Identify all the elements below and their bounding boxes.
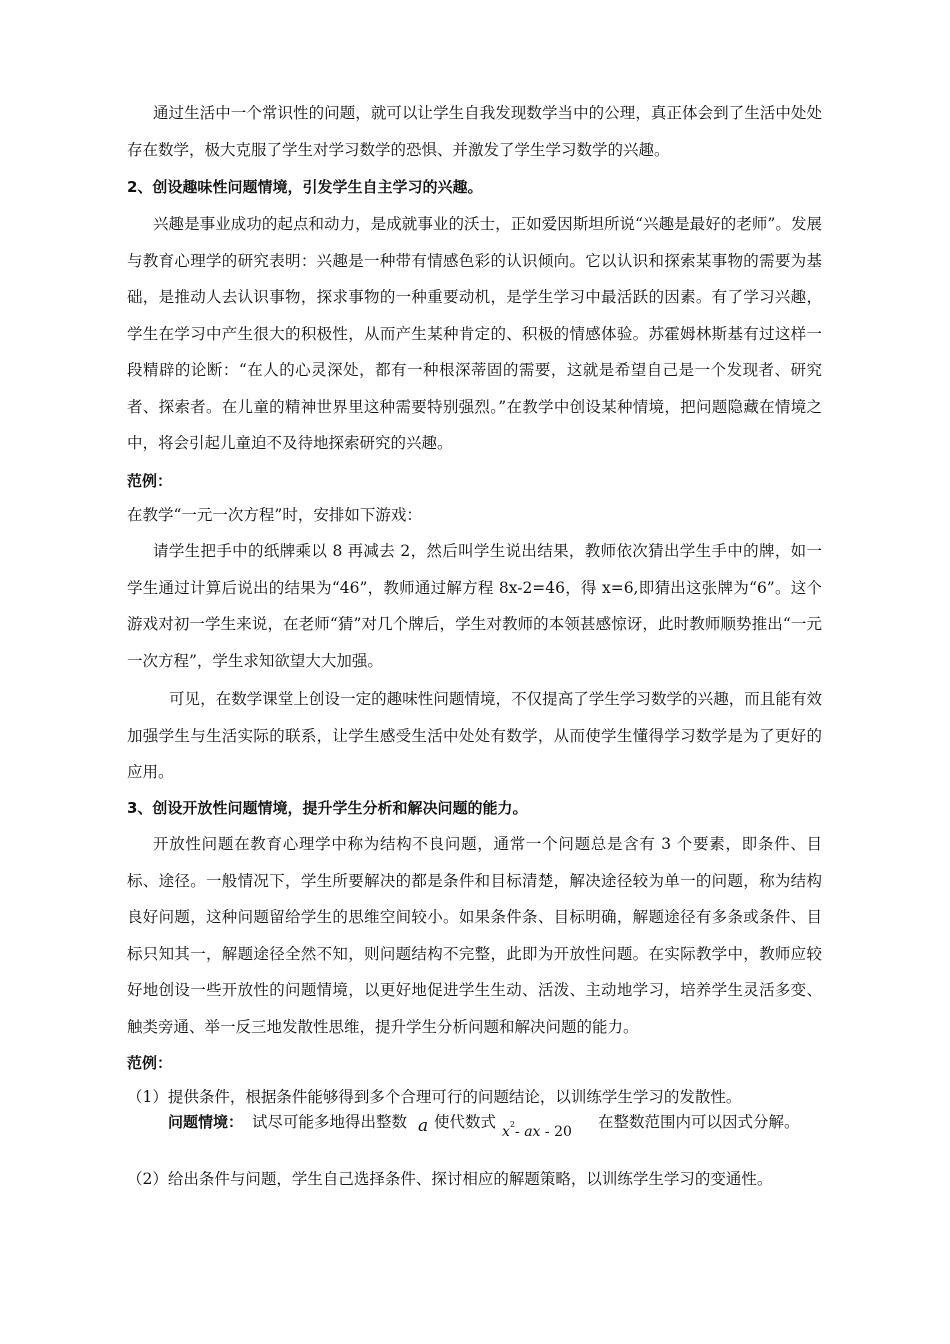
math-ax: ax (524, 1124, 541, 1140)
paragraph-life-math: 通过生活中一个常识性的问题，就可以让学生自我发现数学当中的公理，真正体会到了生活中处处存在数学，极大克服了学生对学习数学的恐惧、并激发了学生学习数学的兴趣。 (127, 104, 822, 159)
math-exponent: 2 (509, 1120, 515, 1129)
problem-label: 问题情境： (168, 1113, 244, 1131)
example1-intro: 在教学“一元一次方程”时，安排如下游戏： (127, 506, 422, 524)
math-minus: - (515, 1124, 525, 1140)
problem-text-a: 试尽可能多地得出整数 (252, 1113, 408, 1131)
math-tail: - 20 (540, 1124, 572, 1140)
paragraph-open-problems: 开放性问题在教育心理学中称为结构不良问题，通常一个问题总是含有 3 个要素，即条件、目标、途径。一般情况下，学生所要解决的都是条件和目标清楚，解决途径较为单一的问题，称为结构良好问题，这种问题留给学生的思维空间较小。如果条件条、目标明确，解题途径有多条或条件、目标只知其一，解题途径全然不知，则问题结构不完整，此即为开放性问题。在实际教学中，教师应较好地创设一些开放性的问题情境，以更好地促进学生生动、活泼、主动地学习，培养学生灵活多变、触类旁通、举一反三地发散性思维，提升学生分析问题和解决问题的能力。 (127, 835, 822, 1036)
section-heading-3: 3、创设开放性问题情境，提升学生分析和解决问题的能力。 (127, 799, 528, 817)
example1-body: 请学生把手中的纸牌乘以 8 再减去 2，然后叫学生说出结果，教师依次猜出学生手中的牌，如一学生通过计算后说出的结果为“46”，教师通过解方程 8x-2=46，得 x=6,即猜出这张牌为“6”。这个游戏对初一学生来说，在老师“猜”对几个牌后，学生对教师的本领甚感惊讶，此时教师顺势推出“一元一次方程”，学生求知欲望大大加强。 (127, 542, 822, 670)
math-x: x (502, 1124, 510, 1140)
paragraph-interest: 兴趣是事业成功的起点和动力，是成就事业的沃士，正如爱因斯坦所说“兴趣是最好的老师”。发展与教育心理学的研究表明：兴趣是一种带有情感色彩的认识倾向。它以认识和探索某事物的需要为基础，是推动人去认识事物，探求事物的一种重要动机，是学生学习中最活跃的因素。有了学习兴趣，学生在学习中产生很大的积极性，从而产生某种肯定的、积极的情感体验。苏霍姆林斯基有过这样一段精辟的论断：“在人的心灵深处，都有一种根深蒂固的需要，这就是希望自己是一个发现者、研究者、探索者。在儿童的精神世界里这种需要特别强烈。”在教学中创设某种情境，把问题隐藏在情境之中，将会引起儿童迫不及待地探索研究的兴趣。 (127, 215, 822, 452)
problem-text-c: 在整数范围内可以因式分解。 (598, 1113, 800, 1131)
example-label-1: 范例： (127, 472, 173, 490)
problem-text-b: 使代数式 (434, 1113, 497, 1131)
math-variable-a: a (418, 1116, 429, 1136)
paragraph-conclusion: 可见，在数学课堂上创设一定的趣味性问题情境，不仅提高了学生学习数学的兴趣，而且能有效加强学生与生活实际的联系，让学生感受生活中处处有数学，从而使学生懂得学习数学是为了更好的应用。 (127, 690, 822, 781)
example2-item-2: （2）给出条件与问题，学生自己选择条件、探讨相应的解题策略，以训练学生学习的变通性。 (127, 1170, 773, 1188)
problem-situation-line (0, 1104, 950, 1149)
math-expression (502, 1120, 572, 1140)
example2-item-1: （1）提供条件，根据条件能够得到多个合理可行的问题结论，以训练学生学习的发散性。 (127, 1088, 742, 1106)
section-heading-2: 2、创设趣味性问题情境，引发学生自主学习的兴趣。 (127, 178, 483, 196)
example-label-2: 范例： (127, 1054, 173, 1072)
